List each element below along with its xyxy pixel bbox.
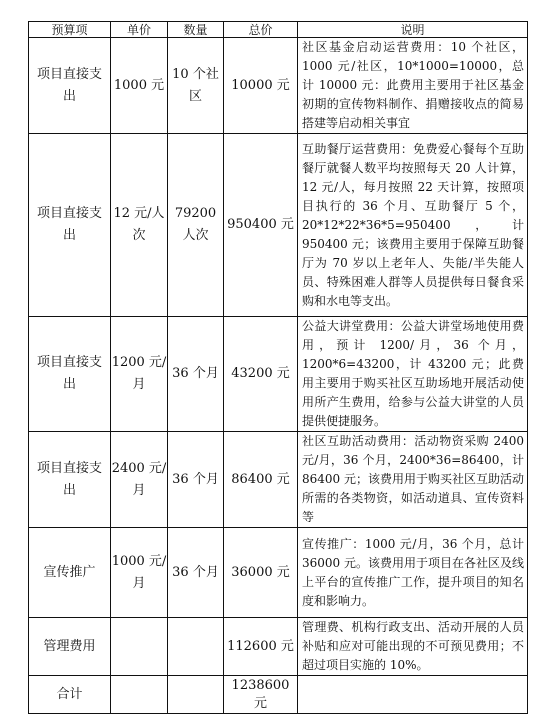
unit-price-cell: 2400 元/月: [111, 432, 168, 528]
unit-price-cell: 12 元/人次: [111, 134, 168, 317]
table-row: [29, 134, 528, 317]
quantity-cell: [168, 618, 224, 676]
total-cell: 36000 元: [224, 528, 298, 618]
description-cell: 社区互助活动费用：活动物资采购 2400 元/月，36 个月，2400*36=86400，计 86400 元；该费用用于购买社区互助活动所需的各类物资，如活动道具、宣传资料等: [298, 432, 528, 528]
quantity-cell: 36 个月: [168, 432, 224, 528]
table-row: [29, 618, 528, 676]
item-cell: 宣传推广: [29, 528, 111, 618]
unit-price-cell: 1000 元: [111, 38, 168, 134]
unit-price-cell: [111, 676, 168, 714]
budget-table: [28, 21, 528, 714]
unit-price-cell: [111, 618, 168, 676]
header-quantity: 数量: [168, 22, 224, 38]
description-cell: 公益大讲堂费用：公益大讲堂场地使用费用，预计 1200/月，36 个月，1200*6=43200，计 43200 元；此费用主要用于购买社区互助场地开展活动使用所产生费用，给参与公益大讲堂的人员提供便捷服务。: [298, 317, 528, 432]
table-row: [29, 317, 528, 432]
total-cell: 10000 元: [224, 38, 298, 134]
header-description: 说明: [298, 22, 528, 38]
header-total: 总价: [224, 22, 298, 38]
total-cell: 950400 元: [224, 134, 298, 317]
description-cell: 宣传推广：1000 元/月，36 个月，总计 36000 元。该费用用于项目在各社区及线上平台的宣传推广工作，提升项目的知名度和影响力。: [298, 528, 528, 618]
description-cell: [298, 676, 528, 714]
table-row: [29, 38, 528, 134]
item-cell: 项目直接支出: [29, 38, 111, 134]
quantity-cell: 36 个月: [168, 528, 224, 618]
quantity-cell: 10 个社区: [168, 38, 224, 134]
description-cell: 社区基金启动运营费用：10 个社区，1000 元/社区，10*1000=10000，总计 10000 元：此费用主要用于社区基金初期的宣传物料制作、捐赠接收点的简易搭建等启动相关事宜: [298, 38, 528, 134]
total-cell: 43200 元: [224, 317, 298, 432]
quantity-cell: 79200 人次: [168, 134, 224, 317]
total-cell: 86400 元: [224, 432, 298, 528]
header-item: 预算项: [29, 22, 111, 38]
table-row: [29, 528, 528, 618]
item-cell: 合计: [29, 676, 111, 714]
description-cell: 管理费、机构行政支出、活动开展的人员补贴和应对可能出现的不可预见费用；不超过项目实施的 10%。: [298, 618, 528, 676]
total-cell: 112600 元: [224, 618, 298, 676]
item-cell: 项目直接支出: [29, 432, 111, 528]
header-row: [29, 22, 528, 38]
quantity-cell: 36 个月: [168, 317, 224, 432]
unit-price-cell: 1200 元/月: [111, 317, 168, 432]
item-cell: 管理费用: [29, 618, 111, 676]
unit-price-cell: 1000 元/月: [111, 528, 168, 618]
total-row: [29, 676, 528, 714]
quantity-cell: [168, 676, 224, 714]
grand-total-cell: 1238600 元: [224, 676, 298, 714]
description-cell: 互助餐厅运营费用：免费爱心餐每个互助餐厅就餐人数平均按照每天 20 人计算，12 元/人，每月按照 22 天计算，按照项目执行的 36 个月、互助餐厅 5 个，20*12*22*36*5=950400，计 950400 元；该费用主要用于保障互助餐厅为 70 岁以上老年人、失能/半失能人员、特殊困难人群等人员提供每日餐食采购和水电等支出。: [298, 134, 528, 317]
table-row: [29, 432, 528, 528]
item-cell: 项目直接支出: [29, 134, 111, 317]
item-cell: 项目直接支出: [29, 317, 111, 432]
header-unit-price: 单价: [111, 22, 168, 38]
